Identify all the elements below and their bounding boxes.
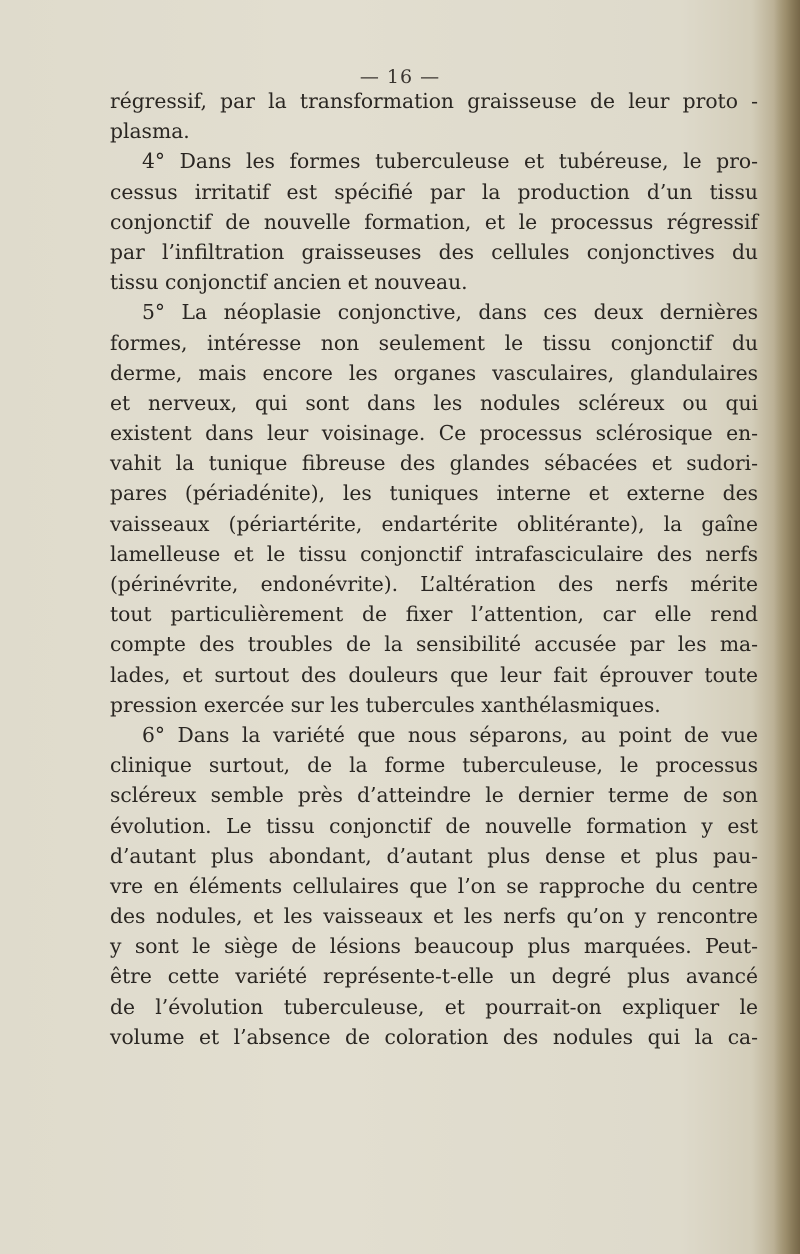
- text-line: scléreux semble près d’atteindre le dernier terme de son: [110, 783, 758, 808]
- text-line: lamelleuse et le tissu conjonctif intrafasciculaire des nerfs: [110, 541, 758, 566]
- text-line: être cette variété représente-t-elle un degré plus avancé: [110, 964, 758, 989]
- body-text: [110, 86, 758, 1052]
- text-line: et nerveux, qui sont dans les nodules scléreux ou qui: [110, 390, 758, 415]
- text-line: tissu conjonctif ancien et nouveau.: [110, 270, 468, 295]
- text-line: y sont le siège de lésions beaucoup plus marquées. Peut-: [110, 934, 758, 959]
- text-line: par l’infiltration graisseuses des cellules conjonctives du: [110, 239, 758, 264]
- text-line: compte des troubles de la sensibilité accusée par les ma-: [110, 632, 758, 657]
- text-line: volume et l’absence de coloration des nodules qui la ca-: [110, 1024, 758, 1049]
- page-edge-shadow: [774, 0, 800, 1254]
- text-line: évolution. Le tissu conjonctif de nouvelle formation y est: [110, 813, 758, 838]
- text-line: vre en éléments cellulaires que l’on se rapproche du centre: [110, 873, 758, 898]
- text-line: conjonctif de nouvelle formation, et le processus régressif: [110, 209, 758, 234]
- text-line: (périnévrite, endonévrite). L’altération des nerfs mérite: [110, 572, 758, 596]
- text-line: 6° Dans la variété que nous séparons, au point de vue: [142, 722, 758, 747]
- text-line: vaisseaux (périartérite, endartérite oblitérante), la gaîne: [110, 511, 758, 536]
- text-line: derme, mais encore les organes vasculaires, glandulaires: [110, 360, 758, 385]
- text-line: 4° Dans les formes tuberculeuse et tubéreuse, le pro-: [142, 149, 758, 174]
- text-line: pression exercée sur les tubercules xanthélasmiques.: [110, 692, 661, 717]
- text-line: formes, intéresse non seulement le tissu conjonctif du: [110, 330, 758, 355]
- text-line: plasma.: [110, 119, 190, 144]
- text-line: régressif, par la transformation graisseuse de leur proto -: [110, 89, 758, 113]
- page-number: — 16 —: [359, 66, 441, 88]
- text-line: tout particulièrement de fixer l’attention, car elle rend: [110, 602, 758, 627]
- text-line: clinique surtout, de la forme tuberculeuse, le processus: [110, 753, 758, 778]
- text-line: cessus irritatif est spécifié par la production d’un tissu: [110, 179, 758, 204]
- text-line: existent dans leur voisinage. Ce processus sclérosique en-: [110, 421, 758, 446]
- text-line: de l’évolution tuberculeuse, et pourrait-on expliquer le: [110, 994, 758, 1019]
- text-line: des nodules, et les vaisseaux et les nerfs qu’on y rencontre: [110, 904, 758, 929]
- text-line: d’autant plus abondant, d’autant plus dense et plus pau-: [110, 843, 758, 868]
- text-line: vahit la tunique fibreuse des glandes sébacées et sudori-: [110, 451, 758, 476]
- text-line: pares (périadénite), les tuniques interne et externe des: [110, 481, 758, 506]
- text-line: lades, et surtout des douleurs que leur fait éprouver toute: [110, 662, 758, 687]
- text-line: 5° La néoplasie conjonctive, dans ces deux dernières: [142, 300, 758, 325]
